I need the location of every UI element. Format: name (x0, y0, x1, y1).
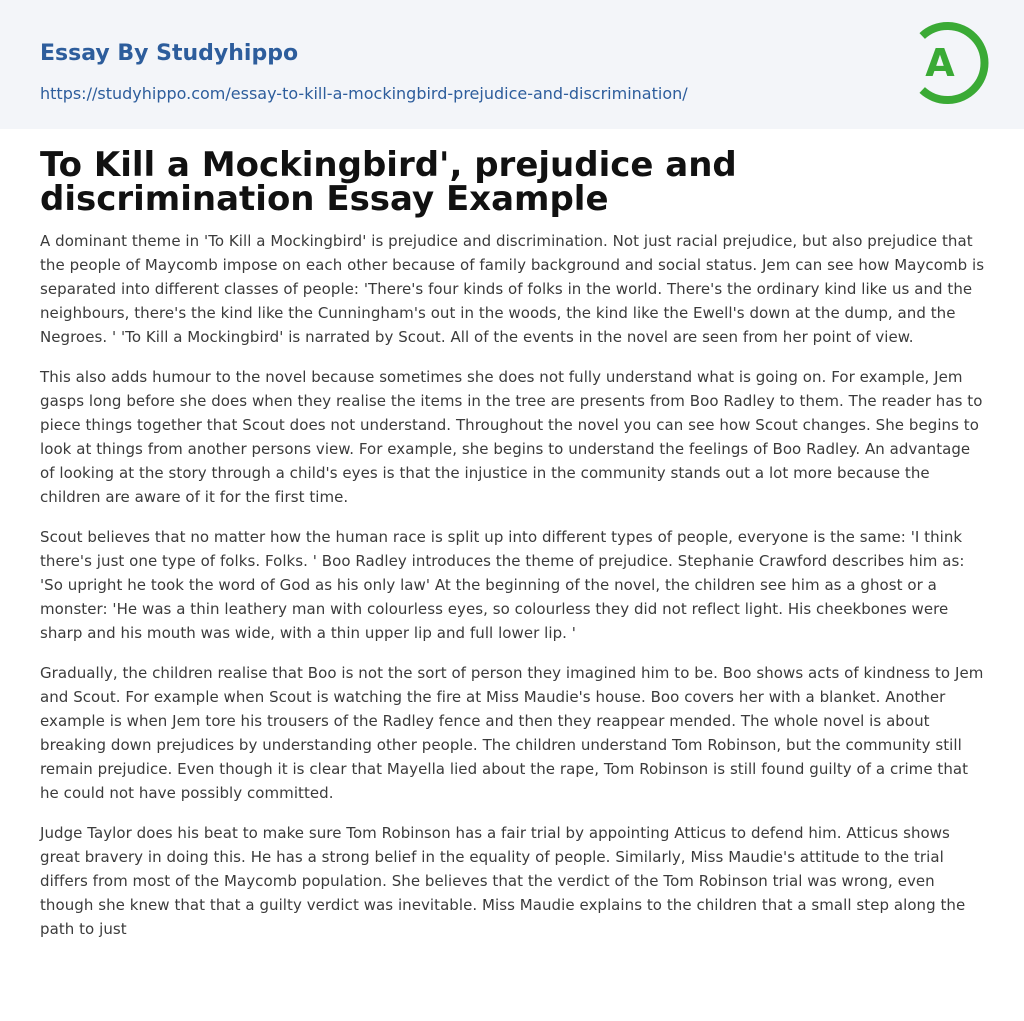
essay-body (40, 229, 988, 957)
brand-title[interactable]: Essay By Studyhippo (40, 41, 299, 66)
logo-letter: A (925, 41, 955, 85)
essay-paragraph-1: A dominant theme in 'To Kill a Mockingbird' is prejudice and discrimination. Not just racial prejudice, but also prejudice that the people of Maycomb impose on each other because of family background and social status. Jem can see how Maycomb is separated into different classes of people: 'There's four kinds of folks in the world. There's the ordinary kind like us and the neighbours, there's the kind like the Cunningham's out in the woods, the kind like the Ewell's down at the dump, and the Negroes. ' 'To Kill a Mockingbird' is narrated by Scout. All of the events in the novel are seen from her point of view. (40, 232, 985, 346)
essay-paragraph-3: Scout believes that no matter how the human race is split up into different types of people, everyone is the same: 'I think there's just one type of folks. Folks. ' Boo Radley introduces the theme of prejudice. Stephanie Crawford describes him as: 'So upright he took the word of God as his only law' At the beginning of the novel, the children see him as a ghost or a monster: 'He was a thin leathery man with colourless eyes, so colourless they did not reflect light. His cheekbones were sharp and his mouth was wide, with a thin upper lip and full lower lip. ' (40, 528, 965, 642)
source-url-link[interactable]: https://studyhippo.com/essay-to-kill-a-mockingbird-prejudice-and-discrimination/ (40, 84, 688, 103)
essay-paragraph-5: Judge Taylor does his beat to make sure Tom Robinson has a fair trial by appointing Atticus to defend him. Atticus shows great bravery in doing this. He has a strong belief in the equality of people. Similarly, Miss Maudie's attitude to the trial differs from most of the Maycomb population. She believes that the verdict of the Tom Robinson trial was wrong, even though she knew that that a guilty verdict was inevitable. Miss Maudie explains to the children that a small step along the path to just (40, 824, 966, 938)
studyhippo-logo-icon[interactable] (905, 18, 989, 108)
site-header (0, 0, 1024, 129)
essay-paragraph-2: This also adds humour to the novel because sometimes she does not fully understand what is going on. For example, Jem gasps long before she does when they realise the items in the tree are presents from Boo Radley to them. The reader has to piece things together that Scout does not understand. Throughout the novel you can see how Scout changes. She begins to look at things from another persons view. For example, she begins to understand the feelings of Boo Radley. An advantage of looking at the story through a child's eyes is that the injustice in the community stands out a lot more because the children are aware of it for the first time. (40, 368, 983, 506)
essay-paragraph-4: Gradually, the children realise that Boo is not the sort of person they imagined him to be. Boo shows acts of kindness to Jem and Scout. For example when Scout is watching the fire at Miss Maudie's house. Boo covers her with a blanket. Another example is when Jem tore his trousers of the Radley fence and then they reappear mended. The whole novel is about breaking down prejudices by understanding other people. The children understand Tom Robinson, but the community still remain prejudice. Even though it is clear that Mayella lied about the rape, Tom Robinson is still found guilty of a crime that he could not have possibly committed. (40, 664, 984, 802)
page-title: To Kill a Mockingbird', prejudice and discrimination Essay Example (40, 145, 737, 219)
